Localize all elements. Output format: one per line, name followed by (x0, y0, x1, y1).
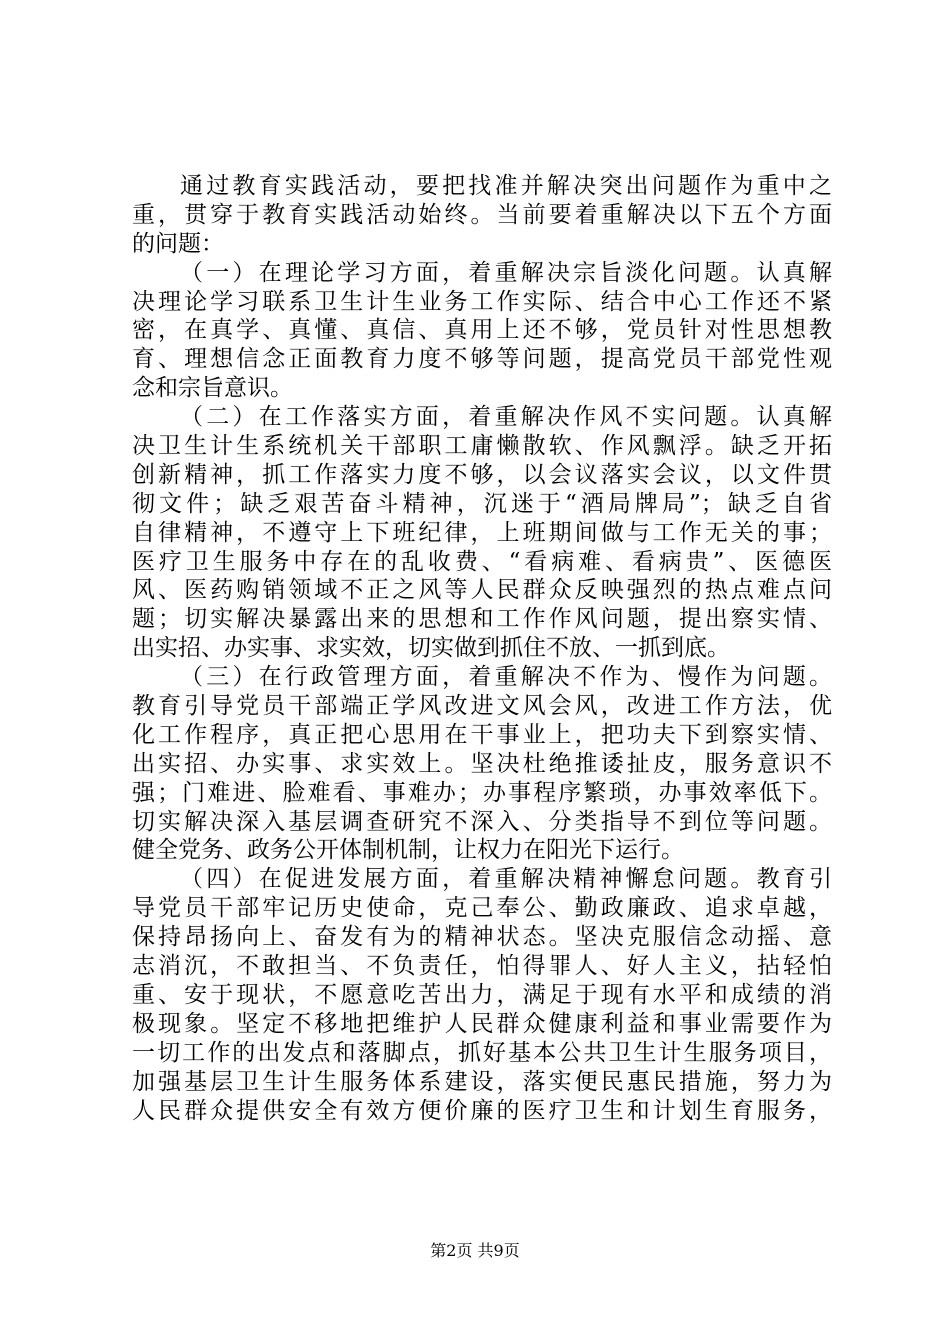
paragraph-development (132, 865, 832, 1125)
text-line: 一切工作的出发点和落脚点，抓好基本公共卫生计生服务项目， (132, 1039, 832, 1066)
paragraph-intro (132, 172, 832, 259)
text-line: 切实解决深入基层调查研究不深入、分类指导不到位等问题。 (132, 808, 832, 835)
text-line: 的问题： (132, 230, 224, 257)
document-body (132, 172, 832, 1125)
text-line: 风、医药购销领域不正之风等人民群众反映强烈的热点难点问 (132, 577, 832, 604)
text-line: 保持昂扬向上、奋发有为的精神状态。坚决克服信念动摇、意 (132, 924, 832, 951)
text-line: 出实招、办实事、求实效，切实做到抓住不放、一抓到底。 (132, 635, 730, 662)
text-line: 强；门难进、脸难看、事难办；办事程序繁琐，办事效率低下。 (132, 779, 832, 806)
text-line: 极现象。坚定不移地把维护人民群众健康利益和事业需要作为 (132, 1010, 832, 1037)
text-line: 创新精神，抓工作落实力度不够，以会议落实会议，以文件贯 (132, 461, 832, 488)
text-line: 彻文件；缺乏艰苦奋斗精神，沉迷于“酒局牌局”；缺乏自省 (132, 490, 832, 517)
text-line: 题；切实解决暴露出来的思想和工作作风问题，提出察实情、 (132, 606, 832, 633)
text-line: （一）在理论学习方面，着重解决宗旨淡化问题。认真解 (180, 259, 832, 286)
text-line: 医疗卫生服务中存在的乱收费、“看病难、看病贵”、医德医 (132, 548, 832, 575)
text-line: 健全党务、政务公开体制机制，让权力在阳光下运行。 (132, 837, 684, 864)
text-line: 人民群众提供安全有效方便价廉的医疗卫生和计划生育服务， (132, 1097, 832, 1124)
text-line: 志消沉，不敢担当、不负责任，怕得罪人、好人主义，拈轻怕 (132, 953, 832, 980)
text-line: （三）在行政管理方面，着重解决不作为、慢作为问题。 (180, 664, 832, 691)
text-line: 重，贯穿于教育实践活动始终。当前要着重解决以下五个方面 (132, 201, 832, 228)
text-line: （二）在工作落实方面，着重解决作风不实问题。认真解 (180, 404, 832, 431)
text-line: 导党员干部牢记历史使命，克己奉公、勤政廉政、追求卓越， (132, 895, 832, 922)
text-line: 加强基层卫生计生服务体系建设，落实便民惠民措施，努力为 (132, 1068, 832, 1095)
text-line: （四）在促进发展方面，着重解决精神懈怠问题。教育引 (180, 866, 832, 893)
text-line: 自律精神，不遵守上下班纪律，上班期间做与工作无关的事； (132, 519, 832, 546)
text-line: 化工作程序，真正把心思用在干事业上，把功夫下到察实情、 (132, 721, 832, 748)
text-line: 出实招、办实事、求实效上。坚决杜绝推诿扯皮，服务意识不 (132, 750, 832, 777)
text-line: 决卫生计生系统机关干部职工庸懒散软、作风飘浮。缺乏开拓 (132, 433, 832, 460)
text-line: 密，在真学、真懂、真信、真用上还不够，党员针对性思想教 (132, 317, 832, 344)
text-line: 通过教育实践活动，要把找准并解决突出问题作为重中之 (180, 173, 832, 199)
paragraph-administration (132, 663, 832, 865)
page-number-footer: 第2页 共9页 (430, 1241, 520, 1260)
text-line: 教育引导党员干部端正学风改进文风会风，改进工作方法，优 (132, 693, 832, 720)
text-line: 决理论学习联系卫生计生业务工作实际、结合中心工作还不紧 (132, 288, 832, 315)
paragraph-work-implementation (132, 403, 832, 663)
paragraph-theory-study (132, 259, 832, 403)
text-line: 重、安于现状，不愿意吃苦出力，满足于现有水平和成绩的消 (132, 981, 832, 1008)
text-line: 育、理想信念正面教育力度不够等问题，提高党员干部党性观 (132, 346, 832, 373)
text-line: 念和宗旨意识。 (132, 375, 293, 402)
